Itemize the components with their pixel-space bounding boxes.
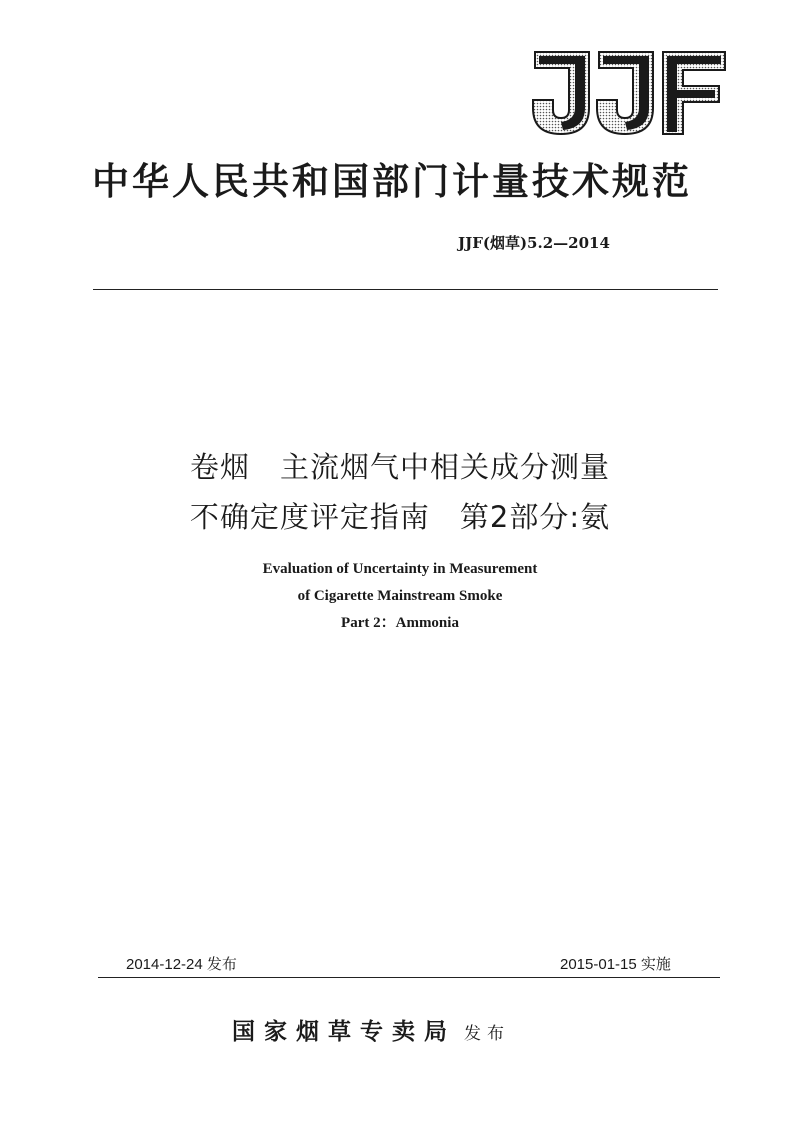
jjf-logo-graphic <box>527 48 729 140</box>
issue-date: 2014-12-24 发布 <box>126 956 237 973</box>
title-en-line-1: Evaluation of Uncertainty in Measurement <box>262 561 538 577</box>
document-title-en <box>80 556 720 637</box>
logo-letter-j1 <box>533 52 589 134</box>
publish-label: 发布 <box>464 1024 510 1044</box>
publisher-name: 国家烟草专卖局 <box>232 1018 456 1045</box>
standard-code: JJF(烟草)5.2—2014 <box>458 234 610 252</box>
title-en-line-3: Part 2：Ammonia <box>341 615 459 631</box>
jjf-logo <box>527 48 729 140</box>
title-cn-line-1: 卷烟 主流烟气中相关成分测量 <box>189 450 610 484</box>
title-cn-line-2: 不确定度评定指南 第2部分:氨 <box>189 500 611 534</box>
document-title-cn <box>80 442 720 542</box>
implementation-date: 2015-01-15 实施 <box>560 956 671 973</box>
publisher-line <box>232 1013 510 1046</box>
logo-letter-f <box>663 52 725 134</box>
top-divider <box>93 289 718 290</box>
bottom-divider <box>98 977 720 978</box>
logo-letter-j2 <box>597 52 653 134</box>
issuer-title: 中华人民共和国部门计量技术规范 <box>92 160 692 203</box>
title-en-line-2: of Cigarette Mainstream Smoke <box>297 588 503 604</box>
